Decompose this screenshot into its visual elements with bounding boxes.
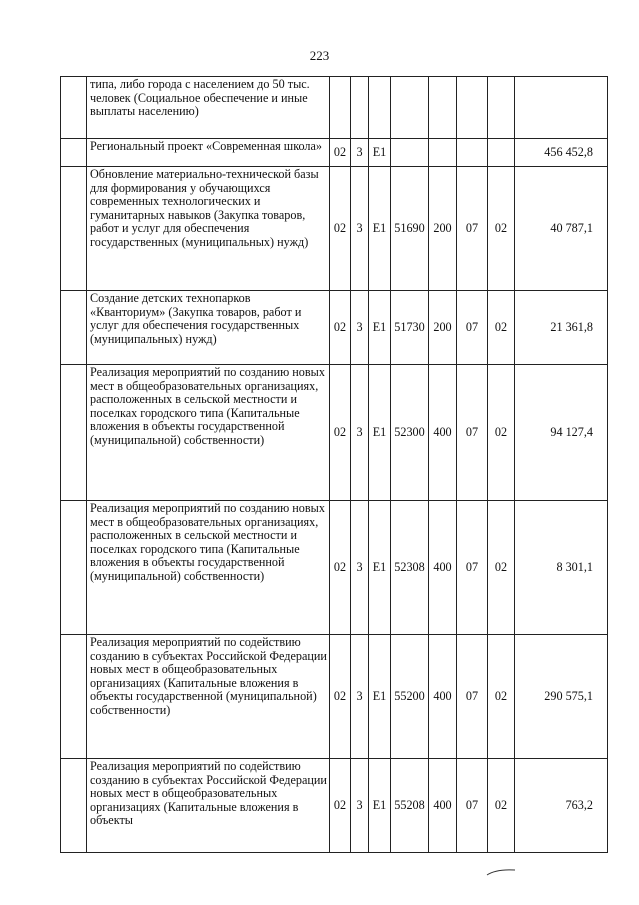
name-cell: Обновление материально-технической базы для формирования у обучающихся современных технологических и гуманитарных навыков (Закупка товаров, работ и услуг для обеспечения государственных (муниципальных) нужд) bbox=[87, 167, 330, 291]
amount-cell: 8 301,1 bbox=[515, 501, 608, 635]
subsection-cell bbox=[488, 139, 515, 167]
table-body bbox=[61, 77, 608, 853]
subsection-cell: 02 bbox=[488, 167, 515, 291]
program-cell bbox=[330, 77, 351, 139]
direction-cell bbox=[391, 77, 429, 139]
amount-cell: 456 452,8 bbox=[515, 139, 608, 167]
table-row bbox=[61, 291, 608, 365]
project-cell: E1 bbox=[369, 365, 391, 501]
expense-type-cell: 400 bbox=[429, 635, 457, 759]
subprogram-cell bbox=[351, 77, 369, 139]
table-row bbox=[61, 365, 608, 501]
expense-type-cell: 400 bbox=[429, 365, 457, 501]
table-row bbox=[61, 139, 608, 167]
number-cell bbox=[61, 77, 87, 139]
direction-cell: 55200 bbox=[391, 635, 429, 759]
program-cell: 02 bbox=[330, 759, 351, 853]
number-cell bbox=[61, 291, 87, 365]
number-cell bbox=[61, 139, 87, 167]
table-row bbox=[61, 759, 608, 853]
subsection-cell: 02 bbox=[488, 291, 515, 365]
budget-table bbox=[60, 76, 608, 853]
amount-cell: 290 575,1 bbox=[515, 635, 608, 759]
amount-cell: 40 787,1 bbox=[515, 167, 608, 291]
subsection-cell bbox=[488, 77, 515, 139]
subsection-cell: 02 bbox=[488, 635, 515, 759]
section-cell bbox=[457, 77, 488, 139]
subsection-cell: 02 bbox=[488, 501, 515, 635]
name-cell: Реализация мероприятий по содействию созданию в субъектах Российской Федерации новых мест в общеобразовательных организациях (Капитальные вложения в объекты государственной (муниципальной) собственности) bbox=[87, 635, 330, 759]
project-cell: E1 bbox=[369, 291, 391, 365]
program-cell: 02 bbox=[330, 139, 351, 167]
number-cell bbox=[61, 635, 87, 759]
expense-type-cell bbox=[429, 77, 457, 139]
project-cell: E1 bbox=[369, 635, 391, 759]
name-cell: Региональный проект «Современная школа» bbox=[87, 139, 330, 167]
section-cell: 07 bbox=[457, 291, 488, 365]
direction-cell bbox=[391, 139, 429, 167]
name-cell: типа, либо города с населением до 50 тыс. человек (Социальное обеспечение и иные выплаты населению) bbox=[87, 77, 330, 139]
section-cell: 07 bbox=[457, 167, 488, 291]
subsection-cell: 02 bbox=[488, 759, 515, 853]
subprogram-cell: 3 bbox=[351, 635, 369, 759]
subprogram-cell: 3 bbox=[351, 139, 369, 167]
direction-cell: 52300 bbox=[391, 365, 429, 501]
project-cell bbox=[369, 77, 391, 139]
section-cell: 07 bbox=[457, 501, 488, 635]
program-cell: 02 bbox=[330, 291, 351, 365]
name-cell: Создание детских технопарков «Кванториум» (Закупка товаров, работ и услуг для обеспечения государственных (муниципальных) нужд) bbox=[87, 291, 330, 365]
amount-cell: 763,2 bbox=[515, 759, 608, 853]
number-cell bbox=[61, 167, 87, 291]
expense-type-cell: 400 bbox=[429, 759, 457, 853]
program-cell: 02 bbox=[330, 501, 351, 635]
expense-type-cell bbox=[429, 139, 457, 167]
subprogram-cell: 3 bbox=[351, 167, 369, 291]
amount-cell bbox=[515, 77, 608, 139]
name-cell: Реализация мероприятий по созданию новых мест в общеобразовательных организациях, расположенных в сельской местности и поселках городского типа (Капитальные вложения в объекты государственной (муниципальной) собственности) bbox=[87, 365, 330, 501]
expense-type-cell: 200 bbox=[429, 291, 457, 365]
name-cell: Реализация мероприятий по содействию созданию в субъектах Российской Федерации новых мест в общеобразовательных организациях (Капитальные вложения в объекты bbox=[87, 759, 330, 853]
program-cell: 02 bbox=[330, 365, 351, 501]
project-cell: E1 bbox=[369, 759, 391, 853]
amount-cell: 21 361,8 bbox=[515, 291, 608, 365]
page-number: 223 bbox=[309, 48, 330, 63]
section-cell: 07 bbox=[457, 365, 488, 501]
section-cell: 07 bbox=[457, 635, 488, 759]
project-cell: E1 bbox=[369, 139, 391, 167]
expense-type-cell: 400 bbox=[429, 501, 457, 635]
number-cell bbox=[61, 759, 87, 853]
section-cell: 07 bbox=[457, 759, 488, 853]
name-cell: Реализация мероприятий по созданию новых мест в общеобразовательных организациях, расположенных в сельской местности и поселках городского типа (Капитальные вложения в объекты государственной (муниципальной) собственности) bbox=[87, 501, 330, 635]
number-cell bbox=[61, 501, 87, 635]
project-cell: E1 bbox=[369, 167, 391, 291]
table-row bbox=[61, 167, 608, 291]
program-cell: 02 bbox=[330, 167, 351, 291]
program-cell: 02 bbox=[330, 635, 351, 759]
subprogram-cell: 3 bbox=[351, 291, 369, 365]
subprogram-cell: 3 bbox=[351, 365, 369, 501]
direction-cell: 51690 bbox=[391, 167, 429, 291]
expense-type-cell: 200 bbox=[429, 167, 457, 291]
direction-cell: 51730 bbox=[391, 291, 429, 365]
table-row bbox=[61, 635, 608, 759]
subprogram-cell: 3 bbox=[351, 759, 369, 853]
project-cell: E1 bbox=[369, 501, 391, 635]
direction-cell: 55208 bbox=[391, 759, 429, 853]
section-cell bbox=[457, 139, 488, 167]
table-row bbox=[61, 501, 608, 635]
scan-mark bbox=[486, 868, 516, 876]
amount-cell: 94 127,4 bbox=[515, 365, 608, 501]
subprogram-cell: 3 bbox=[351, 501, 369, 635]
subsection-cell: 02 bbox=[488, 365, 515, 501]
table-row bbox=[61, 77, 608, 139]
direction-cell: 52308 bbox=[391, 501, 429, 635]
number-cell bbox=[61, 365, 87, 501]
